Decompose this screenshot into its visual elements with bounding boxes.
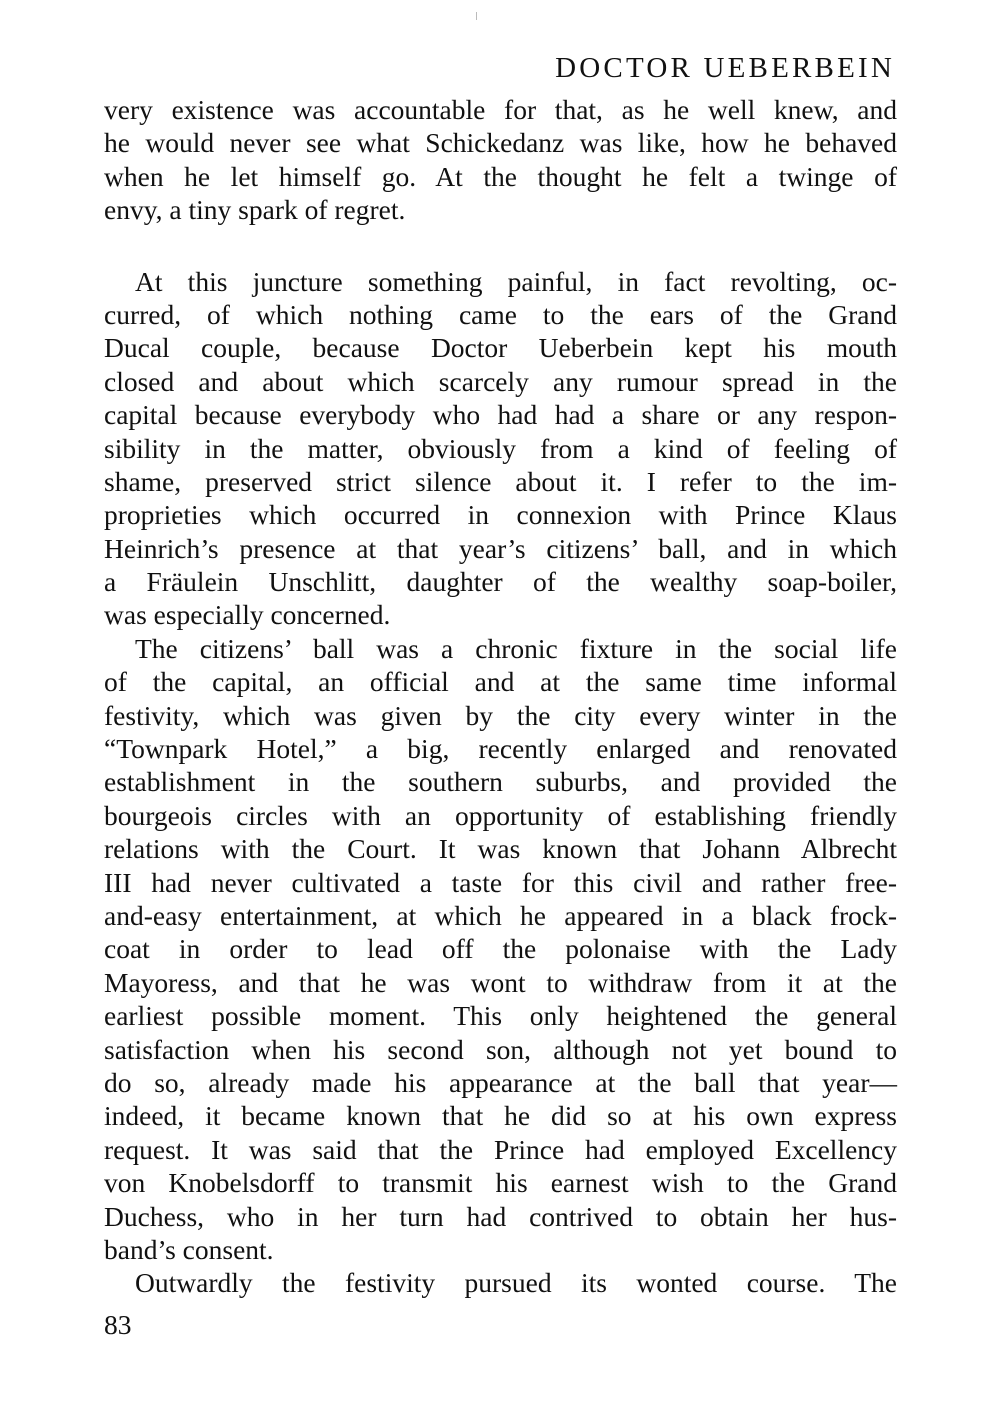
- text-line: indeed, it became known that he did so at his own express: [104, 1100, 897, 1132]
- text-line: when he let himself go. At the thought he felt a twinge of: [104, 160, 897, 192]
- text-line: was especially concerned.: [104, 599, 391, 631]
- text-line: a Fräulein Unschlitt, daughter of the wealthy soap-boiler,: [104, 566, 897, 598]
- text-line: At this juncture something painful, in fact revolting, oc-: [135, 265, 897, 297]
- text-line: shame, preserved strict silence about it. I refer to the im-: [104, 465, 897, 497]
- text-line: bourgeois circles with an opportunity of establishing friendly: [104, 799, 897, 831]
- text-line: closed and about which scarcely any rumour spread in the: [104, 365, 897, 397]
- text-line: of the capital, an official and at the same time informal: [104, 666, 897, 698]
- text-line: III had never cultivated a taste for this civil and rather free-: [104, 866, 897, 898]
- paragraph: [104, 265, 897, 632]
- text-line: Outwardly the festivity pursued its wonted course. The: [135, 1267, 897, 1299]
- text-line: Mayoress, and that he was wont to withdraw from it at the: [104, 966, 897, 998]
- text-line: envy, a tiny spark of regret.: [104, 194, 406, 226]
- text-line: curred, of which nothing came to the ears of the Grand: [104, 298, 897, 330]
- text-line: Ducal couple, because Doctor Ueberbein kept his mouth: [104, 332, 897, 364]
- text-line: relations with the Court. It was known that Johann Albrecht: [104, 833, 897, 865]
- text-line: festivity, which was given by the city every winter in the: [104, 699, 897, 731]
- text-line: very existence was accountable for that, as he well knew, and: [104, 94, 897, 125]
- running-header: DOCTOR UEBERBEIN: [555, 52, 895, 84]
- body-text: [104, 93, 897, 1300]
- text-line: establishment in the southern suburbs, and provided the: [104, 766, 897, 798]
- text-line: Heinrich’s presence at that year’s citizens’ ball, and in which: [104, 532, 897, 564]
- paragraph: [104, 1266, 897, 1299]
- text-line: satisfaction when his second son, although not yet bound to: [104, 1033, 897, 1065]
- text-line: Duchess, who in her turn had contrived to obtain her hus-: [104, 1200, 897, 1232]
- text-line: earliest possible moment. This only heightened the general: [104, 1000, 897, 1032]
- paragraph: [104, 632, 897, 1266]
- page-number: 83: [104, 1309, 132, 1340]
- text-line: sibility in the matter, obviously from a kind of feeling of: [104, 432, 897, 464]
- paragraph: [104, 93, 897, 227]
- text-line: he would never see what Schickedanz was like, how he behaved: [104, 127, 897, 159]
- text-line: request. It was said that the Prince had employed Excellency: [104, 1133, 897, 1165]
- text-line: coat in order to lead off the polonaise with the Lady: [104, 933, 897, 965]
- text-line: band’s consent.: [104, 1233, 274, 1265]
- text-line: capital because everybody who had had a share or any respon-: [104, 399, 897, 431]
- text-line: do so, already made his appearance at the ball that year—: [104, 1066, 897, 1098]
- scan-mark: [476, 12, 477, 20]
- text-line: “Townpark Hotel,” a big, recently enlarged and renovated: [104, 733, 897, 765]
- text-line: proprieties which occurred in connexion with Prince Klaus: [104, 499, 897, 531]
- text-line: von Knobelsdorff to transmit his earnest wish to the Grand: [104, 1167, 897, 1199]
- text-line: and-easy entertainment, at which he appeared in a black frock-: [104, 899, 897, 931]
- text-line: The citizens’ ball was a chronic fixture in the social life: [135, 632, 897, 664]
